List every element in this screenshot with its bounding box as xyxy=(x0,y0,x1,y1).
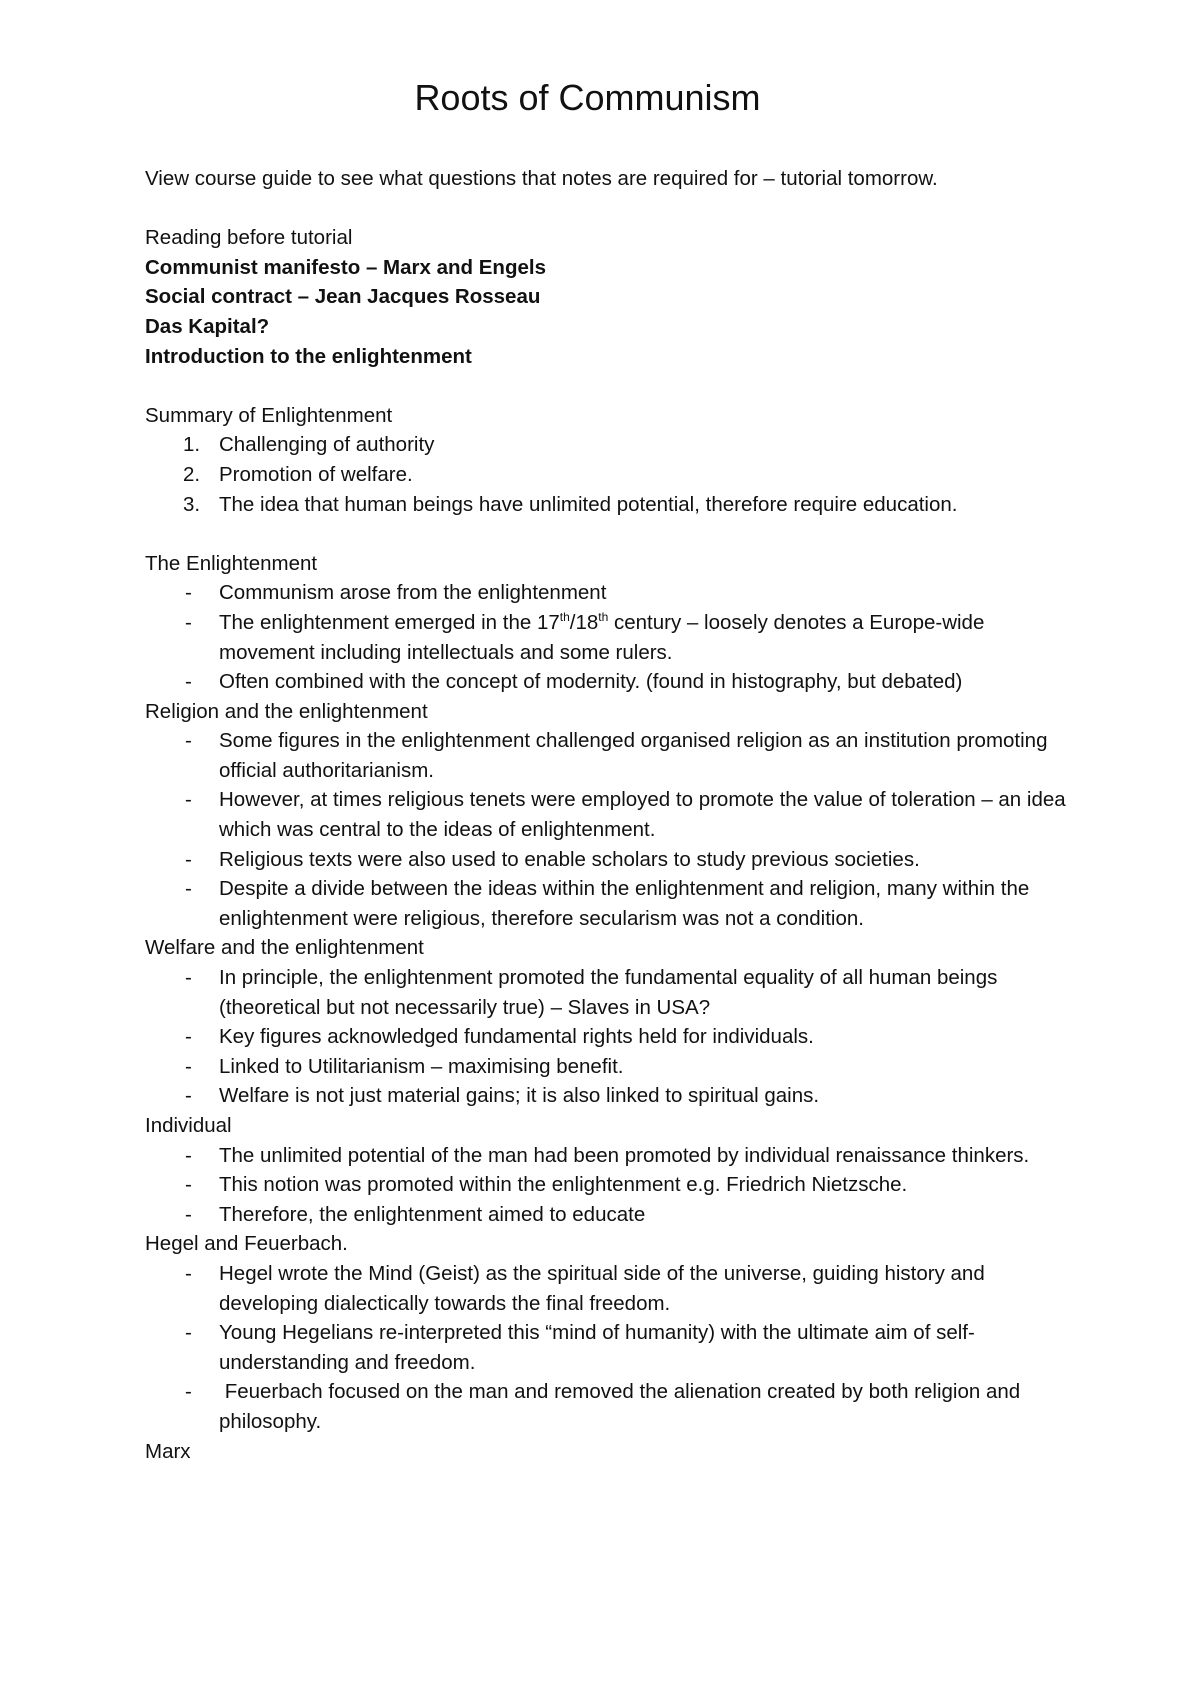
text-fragment: /18 xyxy=(569,610,599,634)
text-fragment: century – loosely denotes a Europe-wide movement including intellectuals and some rulers. xyxy=(219,610,985,664)
reading-item: Das Kapital? xyxy=(145,314,270,338)
list-item xyxy=(145,1052,1080,1082)
list-item xyxy=(145,460,1080,490)
dash-marker: - xyxy=(185,877,192,901)
list-item xyxy=(145,726,1080,785)
enlightenment-list xyxy=(145,578,1080,696)
list-item xyxy=(145,430,1080,460)
list-item-text: Challenging of authority xyxy=(219,433,435,457)
dash-marker: - xyxy=(185,1054,192,1078)
list-item-text: Linked to Utilitarianism – maximising benefit. xyxy=(219,1054,624,1078)
list-item-text: The idea that human beings have unlimited potential, therefore require education. xyxy=(219,492,958,516)
marx-heading: Marx xyxy=(145,1439,191,1463)
list-item xyxy=(145,1141,1080,1171)
list-item-text: Promotion of welfare. xyxy=(219,462,413,486)
dash-marker: - xyxy=(185,1380,192,1404)
dash-marker: - xyxy=(185,610,192,634)
list-item xyxy=(145,578,1080,608)
page-title: Roots of Communism xyxy=(414,77,761,118)
individual-list xyxy=(145,1141,1080,1230)
list-item xyxy=(145,490,1080,520)
dash-marker: - xyxy=(185,966,192,990)
list-item xyxy=(145,874,1080,933)
list-number: 2. xyxy=(183,462,201,486)
spacer xyxy=(145,194,1080,224)
dash-marker: - xyxy=(185,1173,192,1197)
list-item-text: Some figures in the enlightenment challenged organised religion as an institution promoting official authoritarianism. xyxy=(219,729,1048,782)
individual-heading: Individual xyxy=(145,1114,232,1137)
list-item-text xyxy=(219,611,984,664)
list-item xyxy=(145,1377,1080,1436)
hegel-heading: Hegel and Feuerbach. xyxy=(145,1232,348,1256)
list-item-text: Often combined with the concept of modernity. (found in histography, but debated) xyxy=(219,670,963,694)
list-item-text: Young Hegelians re-interpreted this “mind of humanity) with the ultimate aim of self-understanding and freedom. xyxy=(219,1321,975,1374)
list-item xyxy=(145,1022,1080,1052)
list-item xyxy=(145,785,1080,844)
reading-item: Communist manifesto – Marx and Engels xyxy=(145,255,546,279)
intro-text: View course guide to see what questions that notes are required for – tutorial tomorrow. xyxy=(145,167,938,190)
enlightenment-heading: The Enlightenment xyxy=(145,551,318,575)
dash-marker: - xyxy=(185,1025,192,1049)
list-item-text: Therefore, the enlightenment aimed to educate xyxy=(219,1202,646,1226)
religion-heading: Religion and the enlightenment xyxy=(145,699,428,723)
list-item xyxy=(145,1318,1080,1377)
list-item-text: Religious texts were also used to enable scholars to study previous societies. xyxy=(219,847,920,871)
hegel-list xyxy=(145,1259,1080,1437)
reading-item: Social contract – Jean Jacques Rosseau xyxy=(145,285,541,309)
list-item-text: However, at times religious tenets were employed to promote the value of toleration – an idea which was central to the ideas of enlightenment. xyxy=(219,788,1066,842)
text-fragment: The enlightenment emerged in the 17 xyxy=(219,610,560,634)
list-item xyxy=(145,1200,1080,1230)
dash-marker: - xyxy=(185,1202,192,1226)
religion-list xyxy=(145,726,1080,933)
dash-marker: - xyxy=(185,581,192,605)
dash-marker: - xyxy=(185,1261,192,1285)
summary-list xyxy=(145,430,1080,519)
list-item xyxy=(145,1170,1080,1200)
list-number: 3. xyxy=(183,492,201,516)
list-item xyxy=(145,1081,1080,1111)
list-number: 1. xyxy=(183,433,201,457)
list-item-text: In principle, the enlightenment promoted the fundamental equality of all human beings (theoretical but not necessarily true) – Slaves in USA? xyxy=(219,966,998,1019)
list-item-text: Hegel wrote the Mind (Geist) as the spiritual side of the universe, guiding history and developing dialectically towards the final freedom. xyxy=(219,1261,985,1315)
superscript: th xyxy=(559,610,570,625)
list-item-text: Welfare is not just material gains; it is also linked to spiritual gains. xyxy=(219,1084,820,1108)
list-item xyxy=(145,667,1080,697)
list-item xyxy=(145,608,1080,667)
list-item xyxy=(145,845,1080,875)
dash-marker: - xyxy=(185,847,192,871)
list-item-text: Communism arose from the enlightenment xyxy=(219,581,607,605)
list-item xyxy=(145,963,1080,1022)
list-item-text: Key figures acknowledged fundamental rights held for individuals. xyxy=(219,1025,814,1049)
spacer xyxy=(145,371,1080,401)
dash-marker: - xyxy=(185,729,192,753)
welfare-heading: Welfare and the enlightenment xyxy=(145,936,424,960)
dash-marker: - xyxy=(185,788,192,812)
reading-item: Introduction to the enlightenment xyxy=(145,344,472,368)
spacer xyxy=(145,519,1080,549)
list-item-text: This notion was promoted within the enlightenment e.g. Friedrich Nietzsche. xyxy=(219,1173,908,1197)
list-item-text: Despite a divide between the ideas within the enlightenment and religion, many within the enlightenment were religious, therefore secularism was not a condition. xyxy=(219,877,1030,930)
summary-heading: Summary of Enlightenment xyxy=(145,403,393,427)
list-item-text: The unlimited potential of the man had been promoted by individual renaissance thinkers. xyxy=(219,1143,1030,1167)
dash-marker: - xyxy=(185,670,192,694)
list-item xyxy=(145,1259,1080,1318)
superscript: th xyxy=(598,610,609,625)
dash-marker: - xyxy=(185,1084,192,1108)
reading-heading: Reading before tutorial xyxy=(145,226,353,250)
dash-marker: - xyxy=(185,1143,192,1167)
list-item-text: Feuerbach focused on the man and removed the alienation created by both religion and philosophy. xyxy=(219,1380,1026,1433)
dash-marker: - xyxy=(185,1321,192,1345)
welfare-list xyxy=(145,963,1080,1111)
